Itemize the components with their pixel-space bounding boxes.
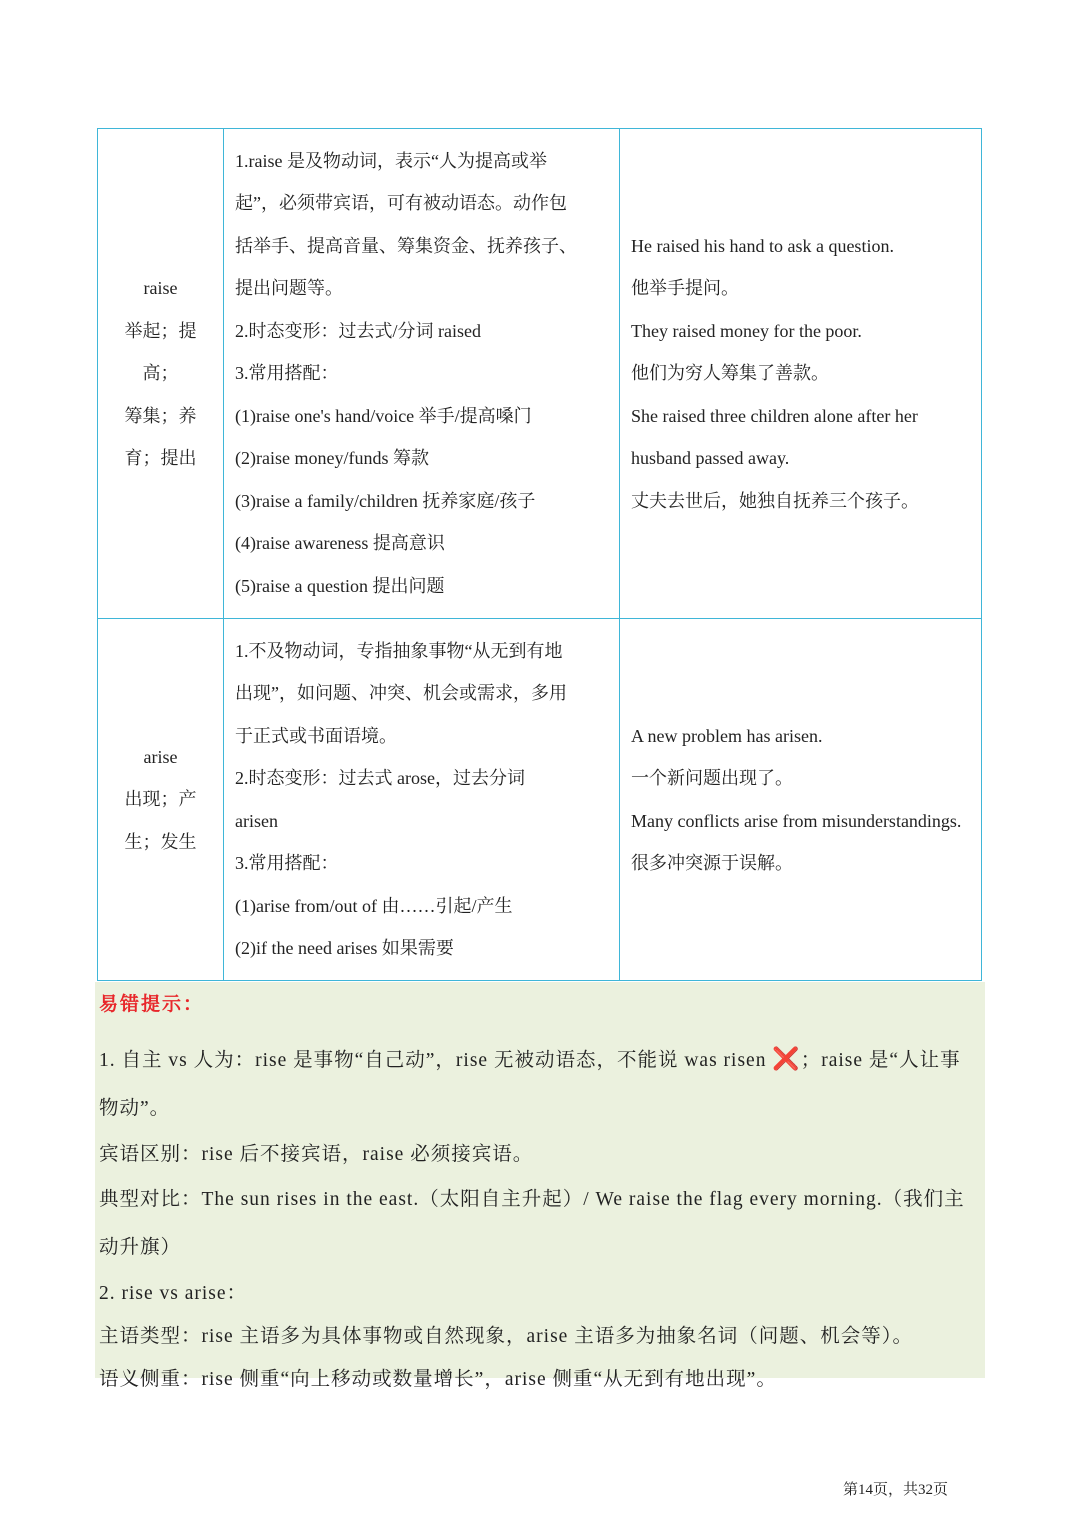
- usage-line: 3.常用搭配：: [235, 853, 339, 873]
- example-line: She raised three children alone after her: [631, 405, 918, 426]
- word-headword: arise: [143, 746, 178, 767]
- usage-line: 括举手、提高音量、筹集资金、抚养孩子、: [235, 235, 577, 256]
- tip-object-difference: 宾语区别：rise 后不接宾语，raise 必须接宾语。: [99, 1144, 534, 1165]
- usage-cell: [224, 129, 620, 619]
- tips-heading: 易错提示：: [99, 994, 205, 1015]
- usage-line: 提出问题等。: [235, 278, 343, 299]
- usage-line: 2.时态变形：过去式/分词 raised: [235, 320, 481, 341]
- example-line: He raised his hand to ask a question.: [631, 235, 894, 256]
- cross-icon: ❌: [772, 1047, 801, 1072]
- example-line: They raised money for the poor.: [631, 320, 862, 341]
- usage-line: (5)raise a question 提出问题: [235, 575, 445, 596]
- tip-semantic-focus: 语义侧重：rise 侧重“向上移动或数量增长”，arise 侧重“从无到有地出现”。: [99, 1369, 777, 1390]
- example-line: 丈夫去世后，她独自抚养三个孩子。: [631, 490, 919, 511]
- usage-line: (4)raise awareness 提高意识: [235, 533, 445, 554]
- word-headword: raise: [143, 278, 178, 299]
- vocab-table: [97, 128, 982, 981]
- word-cell: [98, 129, 224, 619]
- word-meaning-line: 出现；产: [124, 789, 197, 810]
- tip-item-2-heading: 2. rise vs arise：: [99, 1283, 248, 1304]
- example-line: husband passed away.: [631, 448, 790, 469]
- usage-line: (1)raise one's hand/voice 举手/提高嗓门: [235, 405, 532, 426]
- page-number: 第14页，共32页: [842, 1482, 948, 1498]
- usage-line: (1)arise from/out of 由……引起/产生: [235, 895, 513, 916]
- example-line: Many conflicts arise from misunderstandings.: [631, 810, 962, 831]
- word-meaning-line: 筹集；养: [124, 405, 197, 426]
- word-meaning-line: 生；发生: [124, 831, 197, 852]
- example-line: 很多冲突源于误解。: [631, 853, 793, 873]
- usage-line: 2.时态变形：过去式 arose，过去分词: [235, 768, 525, 788]
- example-cell: [620, 619, 982, 981]
- tip-item-1: [99, 1036, 981, 1133]
- example-line: A new problem has arisen.: [631, 725, 823, 746]
- usage-line: 1.不及物动词，专指抽象事物“从无到有地: [235, 640, 563, 661]
- table-row-arise: [98, 619, 982, 981]
- word-meaning-line: 育；提出: [124, 448, 197, 469]
- table-row-raise: [98, 129, 982, 619]
- example-line: 一个新问题出现了。: [631, 768, 793, 788]
- usage-line: 起”，必须带宾语，可有被动语态。动作包: [235, 193, 567, 214]
- usage-line: (2)raise money/funds 筹款: [235, 448, 429, 469]
- example-cell: [620, 129, 982, 619]
- usage-line: 出现”，如问题、冲突、机会或需求，多用: [235, 683, 567, 703]
- word-cell: [98, 619, 224, 981]
- word-meaning-line: 高；: [142, 363, 179, 384]
- usage-line: 3.常用搭配：: [235, 363, 339, 384]
- tip-item-1-text: 1. 自主 vs 人为：rise 是事物“自己动”，rise 无被动语态，不能说 was risen: [99, 1050, 773, 1071]
- tip-item-1-text-end: ；raise 是“人让事物动”。: [99, 1050, 961, 1119]
- tips-box: [95, 982, 985, 1390]
- usage-line: 于正式或书面语境。: [235, 725, 397, 746]
- usage-cell: [224, 619, 620, 981]
- example-line: 他们为穷人筹集了善款。: [631, 363, 829, 384]
- example-line: 他举手提问。: [631, 278, 739, 299]
- usage-line: arisen: [235, 810, 278, 831]
- usage-line: (2)if the need arises 如果需要: [235, 938, 454, 958]
- tip-typical-contrast: 典型对比：The sun rises in the east.（太阳自主升起）/ We raise the flag every morning.（我们主动升旗）: [99, 1189, 965, 1258]
- tip-subject-type: 主语类型：rise 主语多为具体事物或自然现象，arise 主语多为抽象名词（问题、机会等）。: [99, 1326, 913, 1347]
- usage-line: 1.raise 是及物动词，表示“人为提高或举: [235, 150, 547, 171]
- word-meaning-line: 举起；提: [124, 320, 197, 341]
- usage-line: (3)raise a family/children 抚养家庭/孩子: [235, 490, 536, 511]
